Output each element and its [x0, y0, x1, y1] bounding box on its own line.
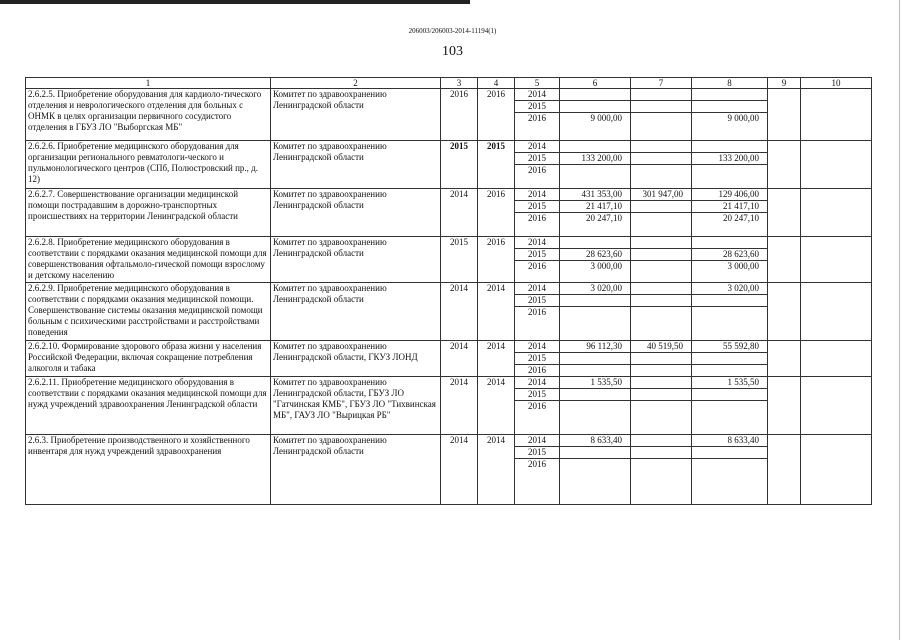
- column-9-cell: [768, 377, 801, 435]
- measure-name-cell: 2.6.2.8. Приобретение медицинского оборудования в соответствии с порядками оказания медицинской помощи для совершенствования офтальмоло-гической помощи взрослому и детскому населению: [26, 237, 271, 283]
- year-cell: 2014: [515, 283, 560, 295]
- regional-amount-cell: 129 406,00: [692, 189, 768, 201]
- executor-cell: Комитет по здравоохранению Ленинградской области: [271, 283, 441, 341]
- total-amount-cell: 96 112,30: [560, 341, 631, 353]
- measure-name-cell: 2.6.2.6. Приобретение медицинского оборудования для организации регионального ревматологи-ческого и пульмонологического центров (СПб, Полюстровский пр., д. 12): [26, 141, 271, 189]
- federal-amount-cell: [631, 365, 692, 377]
- start-year-cell: 2015: [441, 141, 478, 189]
- regional-amount-cell: [692, 353, 768, 365]
- regional-amount-cell: 8 633,40: [692, 435, 768, 447]
- table-row: [26, 189, 872, 201]
- start-year-cell: 2014: [441, 341, 478, 377]
- column-header: 10: [801, 78, 872, 89]
- federal-amount-cell: [631, 283, 692, 295]
- start-year-cell: 2015: [441, 237, 478, 283]
- total-amount-cell: 8 633,40: [560, 435, 631, 447]
- federal-amount-cell: [631, 165, 692, 189]
- year-cell: 2015: [515, 295, 560, 307]
- federal-amount-cell: 301 947,00: [631, 189, 692, 201]
- column-header: 2: [271, 78, 441, 89]
- federal-amount-cell: [631, 377, 692, 389]
- regional-amount-cell: [692, 365, 768, 377]
- column-10-cell: [801, 435, 872, 505]
- total-amount-cell: 20 247,10: [560, 213, 631, 237]
- column-header: 7: [631, 78, 692, 89]
- regional-amount-cell: [692, 165, 768, 189]
- year-cell: 2014: [515, 341, 560, 353]
- start-year-cell: 2014: [441, 435, 478, 505]
- column-10-cell: [801, 237, 872, 283]
- year-cell: 2015: [515, 101, 560, 113]
- year-cell: 2016: [515, 459, 560, 505]
- total-amount-cell: 3 020,00: [560, 283, 631, 295]
- total-amount-cell: [560, 101, 631, 113]
- federal-amount-cell: [631, 249, 692, 261]
- measure-name-cell: 2.6.2.5. Приобретение оборудования для кардиоло-тического отделения и неврологического отделения для больных с ОНМК в целях организации первичного сосудистого отделения в ГБУЗ ЛО "Выборгская МБ": [26, 89, 271, 141]
- federal-amount-cell: [631, 389, 692, 401]
- end-year-cell: 2016: [478, 89, 515, 141]
- total-amount-cell: [560, 401, 631, 435]
- year-cell: 2015: [515, 353, 560, 365]
- federal-amount-cell: [631, 237, 692, 249]
- total-amount-cell: 1 535,50: [560, 377, 631, 389]
- total-amount-cell: [560, 307, 631, 341]
- federal-amount-cell: [631, 459, 692, 505]
- table-row: [26, 237, 872, 249]
- start-year-cell: 2014: [441, 377, 478, 435]
- federal-amount-cell: [631, 261, 692, 283]
- end-year-cell: 2016: [478, 189, 515, 237]
- column-9-cell: [768, 435, 801, 505]
- start-year-cell: 2014: [441, 283, 478, 341]
- measure-name-cell: 2.6.3. Приобретение производственного и хозяйственного инвентаря для нужд учреждений здравоохранения: [26, 435, 271, 505]
- regional-amount-cell: 3 000,00: [692, 261, 768, 283]
- regional-amount-cell: 28 623,60: [692, 249, 768, 261]
- regional-amount-cell: 9 000,00: [692, 113, 768, 141]
- end-year-cell: 2014: [478, 341, 515, 377]
- executor-cell: Комитет по здравоохранению Ленинградской области: [271, 141, 441, 189]
- column-10-cell: [801, 377, 872, 435]
- year-cell: 2015: [515, 389, 560, 401]
- year-cell: 2014: [515, 141, 560, 153]
- year-cell: 2016: [515, 213, 560, 237]
- end-year-cell: 2014: [478, 283, 515, 341]
- regional-amount-cell: 55 592,80: [692, 341, 768, 353]
- total-amount-cell: 9 000,00: [560, 113, 631, 141]
- column-header: 6: [560, 78, 631, 89]
- regional-amount-cell: 1 535,50: [692, 377, 768, 389]
- year-cell: 2014: [515, 237, 560, 249]
- measure-name-cell: 2.6.2.10. Формирование здорового образа жизни у населения Российской Федерации, включая сокращение потребления алкоголя и табака: [26, 341, 271, 377]
- total-amount-cell: [560, 141, 631, 153]
- total-amount-cell: [560, 353, 631, 365]
- regional-amount-cell: 21 417,10: [692, 201, 768, 213]
- end-year-cell: 2014: [478, 377, 515, 435]
- total-amount-cell: 3 000,00: [560, 261, 631, 283]
- column-header: 1: [26, 78, 271, 89]
- total-amount-cell: 133 200,00: [560, 153, 631, 165]
- table-row: [26, 141, 872, 153]
- column-10-cell: [801, 189, 872, 237]
- start-year-cell: 2016: [441, 89, 478, 141]
- table-row: [26, 341, 872, 353]
- total-amount-cell: [560, 295, 631, 307]
- regional-amount-cell: [692, 237, 768, 249]
- column-10-cell: [801, 341, 872, 377]
- federal-amount-cell: [631, 353, 692, 365]
- column-9-cell: [768, 341, 801, 377]
- column-9-cell: [768, 189, 801, 237]
- regional-amount-cell: [692, 389, 768, 401]
- column-10-cell: [801, 283, 872, 341]
- year-cell: 2015: [515, 447, 560, 459]
- regional-amount-cell: [692, 141, 768, 153]
- federal-amount-cell: [631, 201, 692, 213]
- executor-cell: Комитет по здравоохранению Ленинградской области, ГБУЗ ЛО "Гатчинская КМБ", ГБУЗ ЛО "Тихвинская МБ", ГАУЗ ЛО "Вырицкая РБ": [271, 377, 441, 435]
- column-header: 9: [768, 78, 801, 89]
- year-cell: 2016: [515, 165, 560, 189]
- regional-amount-cell: [692, 101, 768, 113]
- year-cell: 2016: [515, 401, 560, 435]
- column-header: 8: [692, 78, 768, 89]
- federal-amount-cell: [631, 113, 692, 141]
- year-cell: 2016: [515, 307, 560, 341]
- regional-amount-cell: 133 200,00: [692, 153, 768, 165]
- column-10-cell: [801, 89, 872, 141]
- regional-amount-cell: [692, 295, 768, 307]
- table-row: [26, 435, 872, 447]
- measure-name-cell: 2.6.2.9. Приобретение медицинского оборудования в соответствии с порядками оказания медицинской помощи. Совершенствование системы оказания медицинской помощи больным с психическими расстройствами и расстройствами поведения: [26, 283, 271, 341]
- table-row: [26, 283, 872, 295]
- federal-amount-cell: 40 519,50: [631, 341, 692, 353]
- year-cell: 2015: [515, 201, 560, 213]
- document-id: 206003/206003-2014-11194(1): [408, 27, 497, 35]
- regional-amount-cell: [692, 459, 768, 505]
- column-9-cell: [768, 237, 801, 283]
- total-amount-cell: 21 417,10: [560, 201, 631, 213]
- executor-cell: Комитет по здравоохранению Ленинградской области: [271, 435, 441, 505]
- total-amount-cell: [560, 459, 631, 505]
- regional-amount-cell: [692, 447, 768, 459]
- total-amount-cell: [560, 365, 631, 377]
- table-row: [26, 89, 872, 101]
- top-rule: [0, 0, 470, 4]
- year-cell: 2015: [515, 153, 560, 165]
- total-amount-cell: [560, 447, 631, 459]
- column-9-cell: [768, 89, 801, 141]
- year-cell: 2016: [515, 113, 560, 141]
- start-year-cell: 2014: [441, 189, 478, 237]
- federal-amount-cell: [631, 101, 692, 113]
- executor-cell: Комитет по здравоохранению Ленинградской области: [271, 89, 441, 141]
- page-number: 103: [442, 44, 463, 59]
- federal-amount-cell: [631, 141, 692, 153]
- regional-amount-cell: [692, 307, 768, 341]
- table-row: [26, 377, 872, 389]
- federal-amount-cell: [631, 89, 692, 101]
- year-cell: 2014: [515, 89, 560, 101]
- federal-amount-cell: [631, 447, 692, 459]
- total-amount-cell: [560, 237, 631, 249]
- year-cell: 2014: [515, 377, 560, 389]
- regional-amount-cell: 3 020,00: [692, 283, 768, 295]
- year-cell: 2016: [515, 365, 560, 377]
- column-header: 5: [515, 78, 560, 89]
- federal-amount-cell: [631, 295, 692, 307]
- federal-amount-cell: [631, 435, 692, 447]
- year-cell: 2014: [515, 435, 560, 447]
- column-9-cell: [768, 141, 801, 189]
- table-body: [26, 78, 872, 505]
- column-10-cell: [801, 141, 872, 189]
- total-amount-cell: 28 623,60: [560, 249, 631, 261]
- executor-cell: Комитет по здравоохранению Ленинградской области: [271, 237, 441, 283]
- regional-amount-cell: [692, 401, 768, 435]
- federal-amount-cell: [631, 401, 692, 435]
- page-edge: [899, 0, 900, 640]
- year-cell: 2014: [515, 189, 560, 201]
- year-cell: 2016: [515, 261, 560, 283]
- total-amount-cell: [560, 165, 631, 189]
- column-9-cell: [768, 283, 801, 341]
- end-year-cell: 2015: [478, 141, 515, 189]
- program-table: [25, 77, 872, 505]
- executor-cell: Комитет по здравоохранению Ленинградской области, ГКУЗ ЛОНД: [271, 341, 441, 377]
- total-amount-cell: 431 353,00: [560, 189, 631, 201]
- federal-amount-cell: [631, 307, 692, 341]
- column-header: 4: [478, 78, 515, 89]
- measure-name-cell: 2.6.2.7. Совершенствование организации медицинской помощи пострадавшим в дорожно-транспортных происшествиях на территории Ленинградской области: [26, 189, 271, 237]
- regional-amount-cell: [692, 89, 768, 101]
- header-row: [26, 78, 872, 89]
- measure-name-cell: 2.6.2.11. Приобретение медицинского оборудования в соответствии с порядками оказания медицинской помощи для нужд учреждений здравоохранения Ленинградской области: [26, 377, 271, 435]
- column-header: 3: [441, 78, 478, 89]
- total-amount-cell: [560, 389, 631, 401]
- executor-cell: Комитет по здравоохранению Ленинградской области: [271, 189, 441, 237]
- year-cell: 2015: [515, 249, 560, 261]
- end-year-cell: 2014: [478, 435, 515, 505]
- total-amount-cell: [560, 89, 631, 101]
- federal-amount-cell: [631, 213, 692, 237]
- regional-amount-cell: 20 247,10: [692, 213, 768, 237]
- federal-amount-cell: [631, 153, 692, 165]
- end-year-cell: 2016: [478, 237, 515, 283]
